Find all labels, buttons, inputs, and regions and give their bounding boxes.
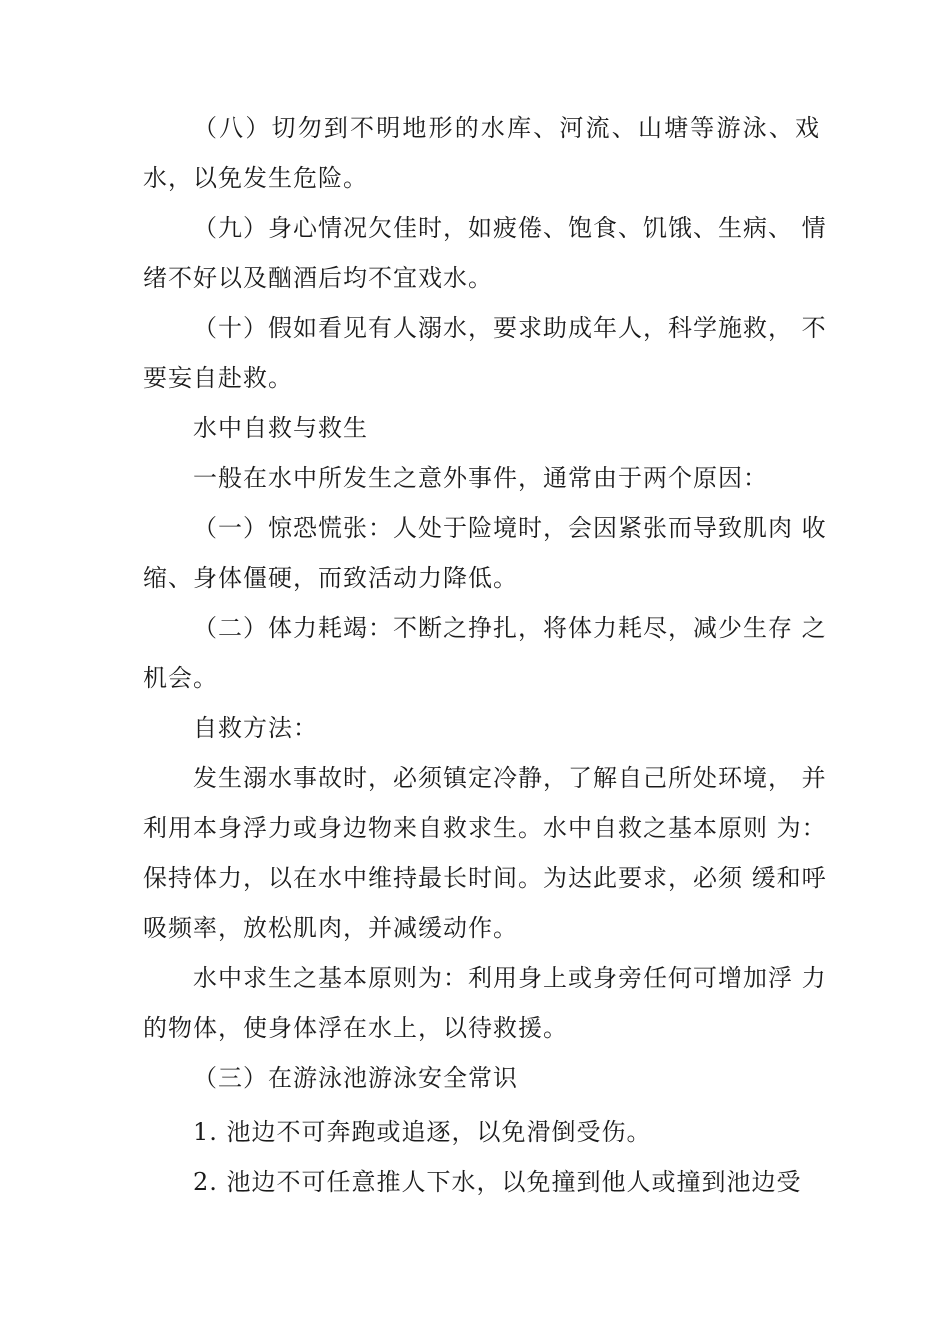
- list-item: 1. 池边不可奔跑或追逐，以免滑倒受伤。: [193, 1118, 652, 1146]
- section-heading: 自救方法：: [193, 714, 318, 742]
- paragraph-line: 保持体力，以在水中维持最长时间。为达此要求，必须 缓和呼: [143, 864, 827, 892]
- section-heading: 水中自救与救生: [193, 414, 368, 442]
- paragraph-line: （二）体力耗竭：不断之挣扎，将体力耗尽，减少生存 之: [193, 614, 827, 642]
- paragraph-line: 水，以免发生危险。: [143, 164, 368, 192]
- paragraph-line: （九）身心情况欠佳时，如疲倦、饱食、饥饿、生病、 情: [193, 214, 827, 242]
- paragraph-line: 发生溺水事故时，必须镇定冷静，了解自己所处环境， 并: [193, 764, 827, 792]
- paragraph-line: 水中求生之基本原则为：利用身上或身旁任何可增加浮 力: [193, 964, 827, 992]
- paragraph-line: 绪不好以及酗酒后均不宜戏水。: [143, 264, 493, 292]
- section-heading: （三）在游泳池游泳安全常识: [193, 1064, 518, 1092]
- paragraph-line: 机会。: [143, 664, 218, 692]
- list-item: 2. 池边不可任意推人下水，以免撞到他人或撞到池边受: [193, 1168, 802, 1196]
- paragraph-line: 的物体，使身体浮在水上，以待救援。: [143, 1014, 568, 1042]
- paragraph-line: 一般在水中所发生之意外事件，通常由于两个原因：: [193, 464, 768, 492]
- paragraph-line: 吸频率，放松肌肉，并减缓动作。: [143, 914, 518, 942]
- paragraph-line: （八）切勿到不明地形的水库、河流、山塘等游泳、戏: [193, 114, 820, 142]
- paragraph-line: 缩、身体僵硬，而致活动力降低。: [143, 564, 518, 592]
- paragraph-line: 利用本身浮力或身边物来自救求生。水中自救之基本原则 为：: [143, 814, 827, 842]
- paragraph-line: 要妄自赴救。: [143, 364, 293, 392]
- paragraph-line: （一）惊恐慌张：人处于险境时，会因紧张而导致肌肉 收: [193, 514, 827, 542]
- paragraph-line: （十）假如看见有人溺水，要求助成年人，科学施救， 不: [193, 314, 827, 342]
